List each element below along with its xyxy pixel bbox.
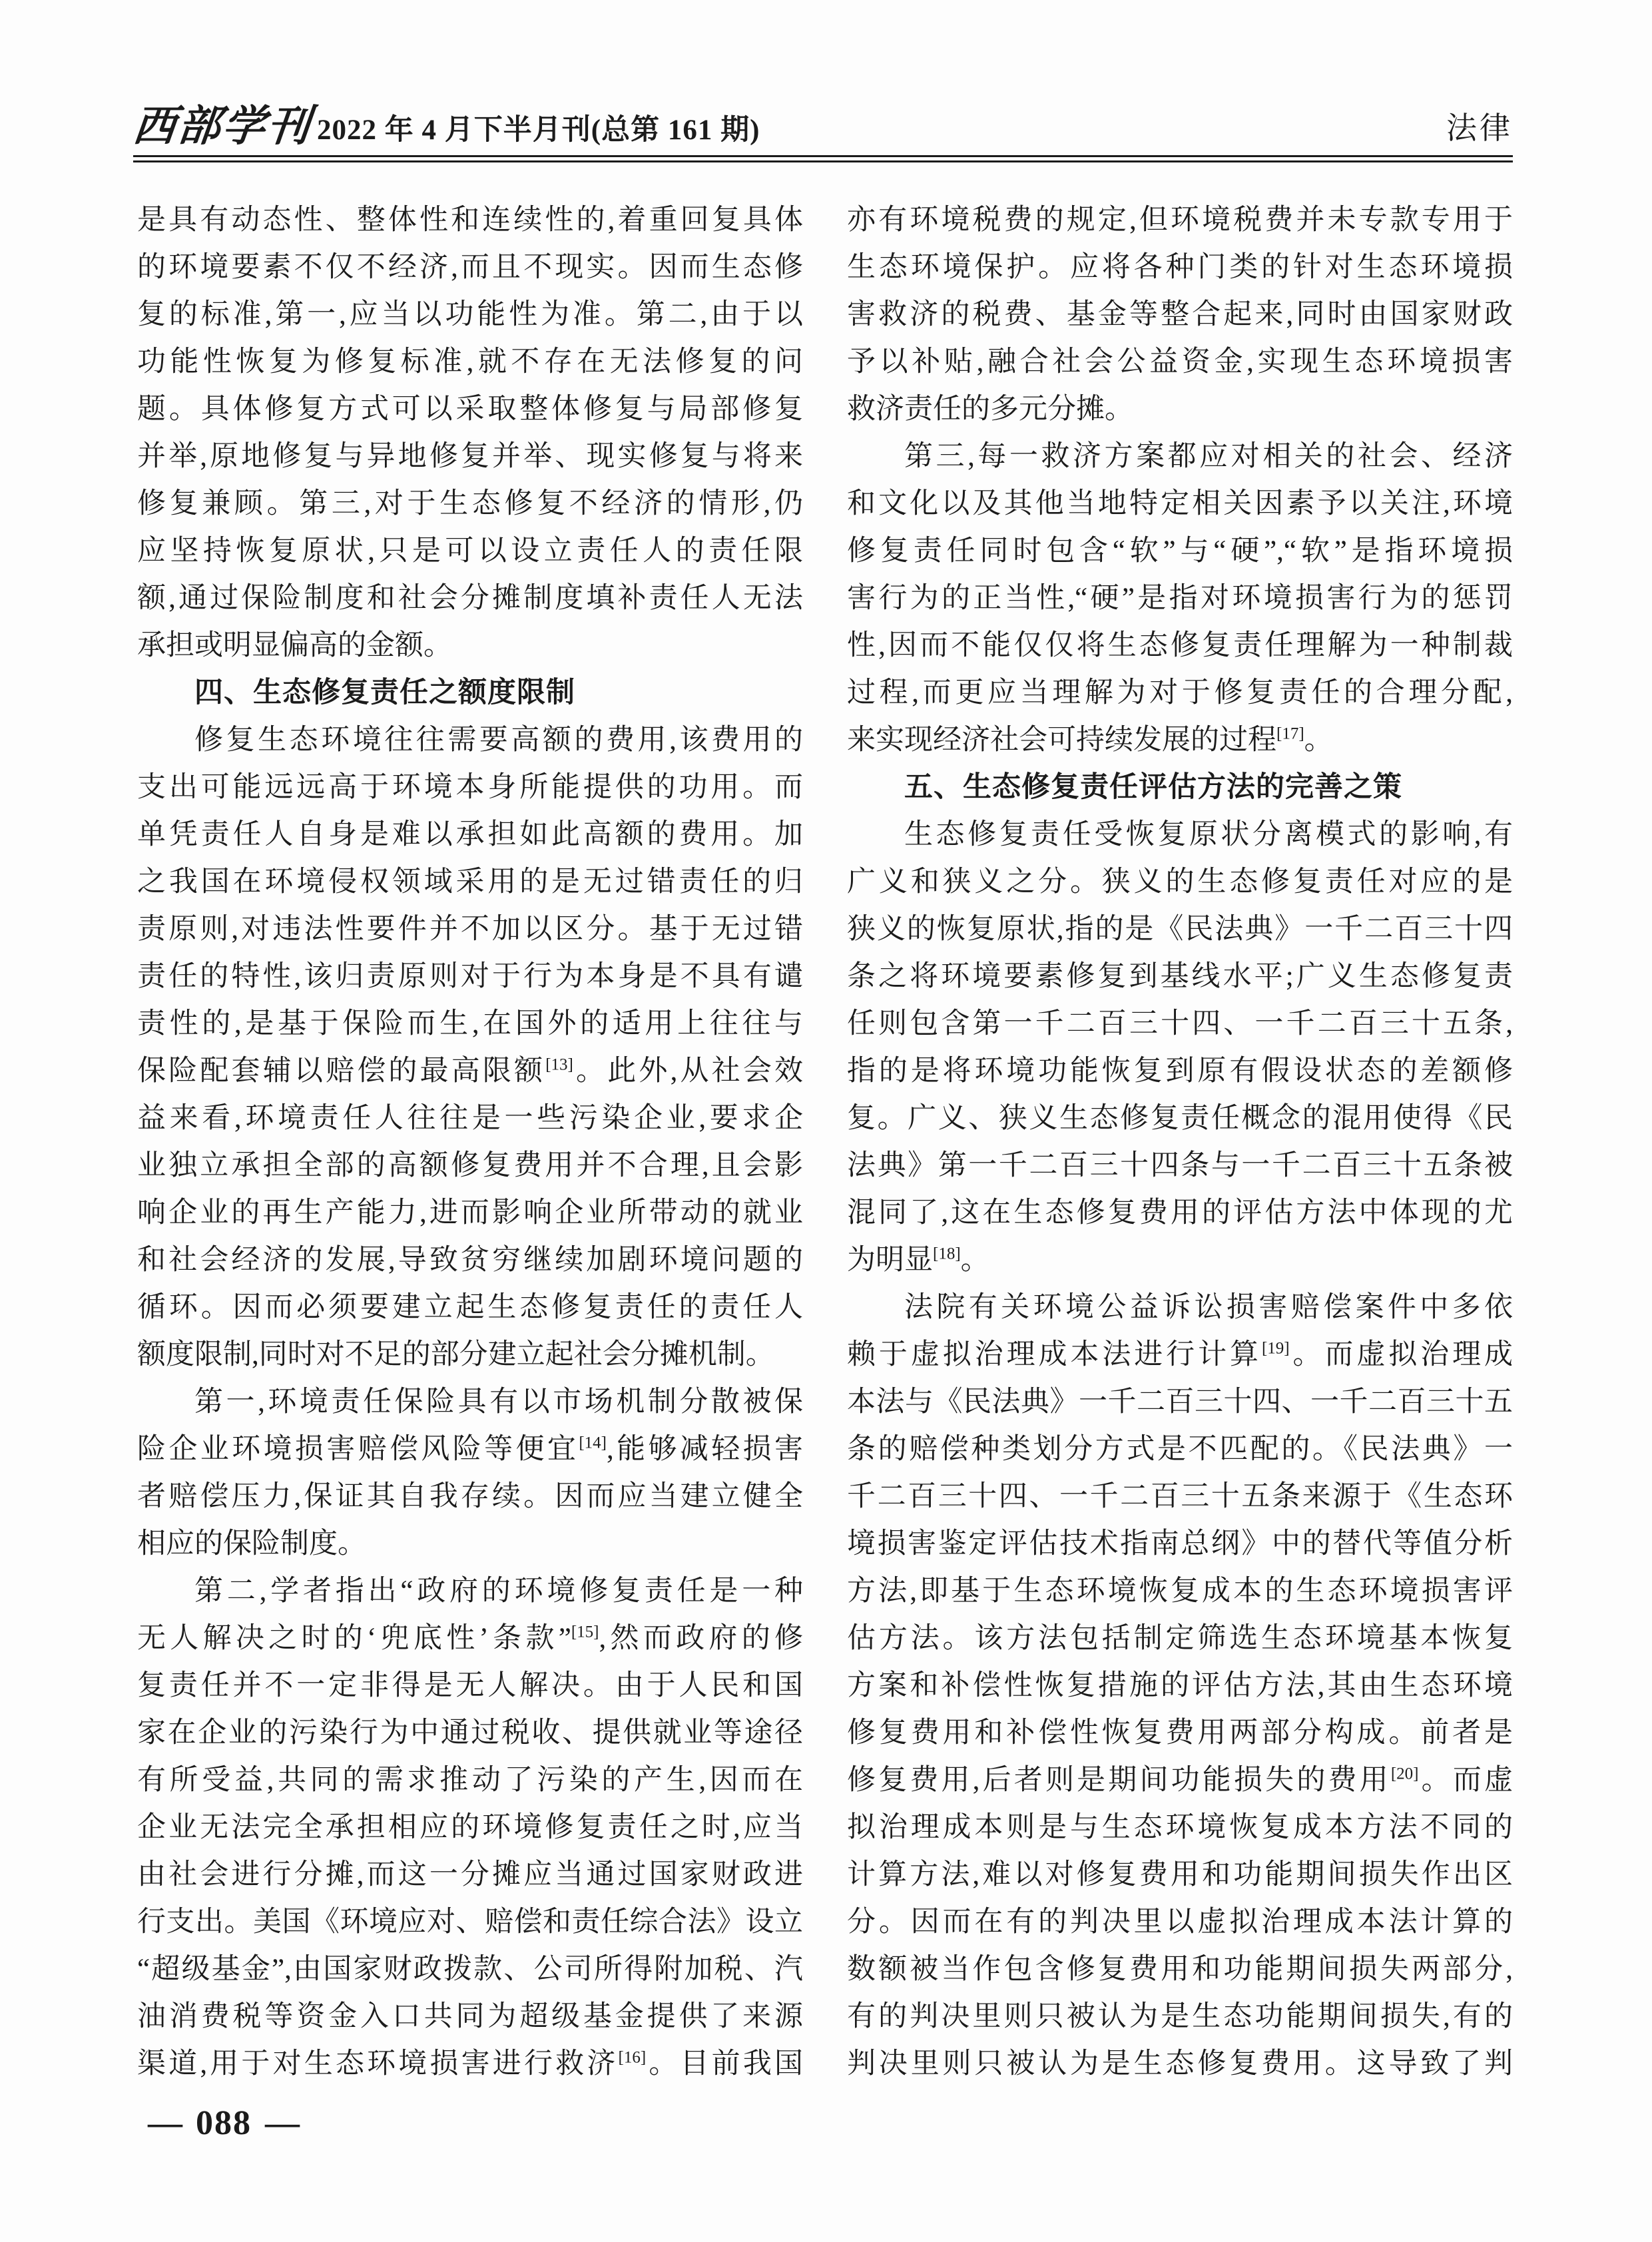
- line-text: 法院有关环境公益诉讼损害赔偿案件中多依: [904, 1292, 1513, 1323]
- line-text: 来实现经济社会可持续发展的过程: [847, 724, 1276, 756]
- text-line: [847, 1898, 1513, 1946]
- line-text: 应坚持恢复原状,只是可以设立责任人的责任限: [137, 535, 803, 567]
- line-text: 。目前我国: [646, 2048, 804, 2080]
- line-text: 五、生态修复责任评估方法的完善之策: [904, 771, 1402, 803]
- line-text: ,然而政府的修: [599, 1623, 803, 1654]
- text-line: [137, 1804, 803, 1851]
- text-line: [137, 527, 803, 575]
- text-line: [137, 906, 803, 953]
- text-line: [137, 1189, 803, 1237]
- line-text: 为明显: [847, 1245, 933, 1276]
- line-text: 额,通过保险制度和社会分摊制度填补责任人无法: [137, 583, 803, 614]
- line-text: 修复费用,后者则是期间功能损失的费用: [847, 1765, 1391, 1796]
- text-line: [847, 1804, 1513, 1851]
- section-label: 法律: [1446, 111, 1513, 145]
- text-line: [137, 1709, 803, 1757]
- line-text: 估方法。该方法包括制定筛选生态环境基本恢复: [847, 1623, 1513, 1654]
- text-line: [137, 1520, 803, 1567]
- line-text: 企业无法完全承担相应的环境修复责任之时,应当: [137, 1812, 803, 1843]
- line-text: 题。具体修复方式可以采取整体修复与局部修复: [137, 394, 803, 425]
- page-number: 088: [196, 2104, 252, 2142]
- text-line: [847, 1757, 1513, 1804]
- text-line: [847, 1993, 1513, 2040]
- line-text: 害行为的正当性,“硬”是指对环境损害行为的惩罚: [847, 583, 1513, 614]
- text-line: [137, 1000, 803, 1047]
- line-text: 修复费用和补偿性恢复费用两部分构成。前者是: [847, 1717, 1513, 1749]
- text-line: [847, 2040, 1513, 2088]
- citation-ref: [14]: [579, 1434, 607, 1452]
- line-text: 家在企业的污染行为中通过税收、提供就业等途径: [137, 1717, 803, 1749]
- page-header: [133, 105, 1513, 148]
- line-text: 单凭责任人自身是难以承担如此高额的费用。加: [137, 819, 803, 850]
- line-text: 法典》第一千二百三十四条与一千二百三十五条被: [847, 1150, 1513, 1181]
- text-line: [847, 1851, 1513, 1898]
- footer-dash-right: —: [265, 2104, 300, 2142]
- section-heading: [847, 764, 1513, 811]
- line-text: 渠道,用于对生态环境损害进行救济: [137, 2048, 619, 2080]
- line-text: 。而虚: [1418, 1765, 1514, 1796]
- line-text: 方法,即基于生态环境恢复成本的生态环境损害评: [847, 1575, 1513, 1607]
- text-line: [847, 1378, 1513, 1426]
- text-line: [137, 858, 803, 906]
- line-text: 复责任并不一定非得是无人解决。由于人民和国: [137, 1670, 803, 1701]
- text-line: [847, 858, 1513, 906]
- text-line: [847, 1567, 1513, 1615]
- issue-info: 2022 年 4 月下半月刊(总第 161 期): [317, 115, 760, 146]
- line-text: 条之将环境要素修复到基线水平;广义生态修复责: [847, 961, 1513, 992]
- line-text: 予以补贴,融合社会公益资金,实现生态环境损害: [847, 346, 1513, 378]
- line-text: 者赔偿压力,保证其自我存续。因而应当建立健全: [137, 1481, 803, 1512]
- text-line: [137, 1378, 803, 1426]
- line-text: 有的判决里则只被认为是生态功能期间损失,有的: [847, 2001, 1513, 2032]
- page-footer: [148, 2106, 300, 2141]
- text-line: [137, 1757, 803, 1804]
- line-text: 混同了,这在生态修复费用的评估方法中体现的尤: [847, 1197, 1513, 1229]
- header-rule-bottom: [133, 160, 1513, 162]
- line-text: 狭义的恢复原状,指的是《民法典》一千二百三十四: [847, 914, 1513, 945]
- text-line: [847, 1189, 1513, 1237]
- line-text: 相应的保险制度。: [137, 1528, 366, 1559]
- text-line: [847, 669, 1513, 716]
- line-text: 业独立承担全部的高额修复费用并不合理,且会影: [137, 1150, 803, 1181]
- line-text: 。此外,从社会效: [573, 1055, 804, 1087]
- text-line: [847, 433, 1513, 480]
- line-text: 判决里则只被认为是生态修复费用。这导致了判: [847, 2048, 1513, 2080]
- text-line: [847, 1237, 1513, 1284]
- text-line: [847, 1662, 1513, 1709]
- line-text: 第三,每一救济方案都应对相关的社会、经济: [904, 441, 1513, 472]
- line-text: 。: [960, 1245, 989, 1276]
- line-text: 修复生态环境往往需要高额的费用,该费用的: [194, 724, 803, 756]
- text-line: [137, 953, 803, 1000]
- line-text: 分。因而在有的判决里以虚拟治理成本法计算的: [847, 1906, 1513, 1938]
- text-line: [847, 906, 1513, 953]
- line-text: 生态环境保护。应将各种门类的针对生态环境损: [847, 252, 1513, 283]
- text-line: [847, 575, 1513, 622]
- line-text: 责任的特性,该归责原则对于行为本身是不具有谴: [137, 961, 803, 992]
- text-line: [847, 716, 1513, 764]
- text-line: [847, 1946, 1513, 1993]
- text-line: [137, 1615, 803, 1662]
- line-text: 第二,学者指出“政府的环境修复责任是一种: [194, 1575, 803, 1607]
- line-text: 亦有环境税费的规定,但环境税费并未专款专用于: [847, 204, 1513, 236]
- line-text: 救济责任的多元分摊。: [847, 394, 1133, 425]
- text-line: [137, 622, 803, 669]
- line-text: 险企业环境损害赔偿风险等便宜: [137, 1434, 579, 1465]
- line-text: 责原则,对违法性要件并不加以区分。基于无过错: [137, 914, 803, 945]
- line-text: 过程,而更应当理解为对于修复责任的合理分配,: [847, 677, 1513, 708]
- text-line: [137, 196, 803, 244]
- line-text: 本法与《民法典》一千二百三十四、一千二百三十五: [847, 1386, 1513, 1418]
- text-line: [847, 1284, 1513, 1331]
- text-line: [137, 716, 803, 764]
- text-line: [847, 1000, 1513, 1047]
- text-line: [137, 1662, 803, 1709]
- line-text: 功能性恢复为修复标准,就不存在无法修复的问: [137, 346, 803, 378]
- right-column: [847, 196, 1513, 2088]
- text-line: [137, 1993, 803, 2040]
- line-text: 修复责任同时包含“软”与“硬”,“软”是指环境损: [847, 535, 1513, 567]
- text-line: [137, 1426, 803, 1473]
- text-line: [847, 1047, 1513, 1095]
- text-line: [137, 338, 803, 386]
- citation-ref: [18]: [933, 1245, 961, 1263]
- line-text: 油消费税等资金入口共同为超级基金提供了来源: [137, 2001, 803, 2032]
- line-text: 拟治理成本则是与生态环境恢复成本方法不同的: [847, 1812, 1513, 1843]
- line-text: 行支出。美国《环境应对、赔偿和责任综合法》设立: [137, 1906, 803, 1938]
- line-text: 计算方法,难以对修复费用和功能期间损失作出区: [847, 1859, 1513, 1890]
- text-line: [137, 1851, 803, 1898]
- line-text: 额度限制,同时对不足的部分建立起社会分摊机制。: [137, 1339, 774, 1370]
- text-line: [847, 1615, 1513, 1662]
- text-line: [137, 1237, 803, 1284]
- text-line: [137, 1095, 803, 1142]
- text-line: [137, 386, 803, 433]
- text-line: [137, 1567, 803, 1615]
- line-text: 赖于虚拟治理成本法进行计算: [847, 1339, 1262, 1370]
- line-text: 的环境要素不仅不经济,而且不现实。因而生态修: [137, 252, 803, 283]
- line-text: 。: [1304, 724, 1333, 756]
- line-text: 责性的,是基于保险而生,在国外的适用上往往与: [137, 1008, 803, 1039]
- section-heading: [137, 669, 803, 716]
- line-text: 千二百三十四、一千二百三十五条来源于《生态环: [847, 1481, 1513, 1512]
- line-text: 害救济的税费、基金等整合起来,同时由国家财政: [847, 299, 1513, 330]
- line-text: 和文化以及其他当地特定相关因素予以关注,环境: [847, 488, 1513, 519]
- line-text: 保险配套辅以赔偿的最高限额: [137, 1055, 546, 1087]
- citation-ref: [15]: [571, 1623, 599, 1641]
- line-text: 支出可能远远高于环境本身所能提供的功用。而: [137, 772, 803, 803]
- text-line: [137, 1331, 803, 1378]
- text-line: [137, 811, 803, 858]
- text-line: [847, 1095, 1513, 1142]
- text-line: [137, 764, 803, 811]
- line-text: 条的赔偿种类划分方式是不匹配的。《民法典》一: [847, 1434, 1513, 1465]
- line-text: 并举,原地修复与异地修复并举、现实修复与将来: [137, 441, 803, 472]
- line-text: 复。广义、狭义生态修复责任概念的混用使得《民: [847, 1103, 1513, 1134]
- text-line: [137, 1898, 803, 1946]
- citation-ref: [19]: [1261, 1339, 1290, 1358]
- text-line: [137, 480, 803, 527]
- text-line: [137, 291, 803, 338]
- text-line: [847, 244, 1513, 291]
- line-text: “超级基金”,由国家财政拨款、公司所得附加税、汽: [137, 1954, 803, 1985]
- text-line: [137, 433, 803, 480]
- line-text: 广义和狭义之分。狭义的生态修复责任对应的是: [847, 866, 1513, 898]
- text-line: [847, 386, 1513, 433]
- text-line: [137, 1473, 803, 1520]
- line-text: 有所受益,共同的需求推动了污染的产生,因而在: [137, 1765, 803, 1796]
- line-text: 之我国在环境侵权领域采用的是无过错责任的归: [137, 866, 803, 898]
- text-line: [847, 1331, 1513, 1378]
- line-text: 数额被当作包含修复费用和功能期间损失两部分,: [847, 1954, 1513, 1985]
- text-line: [847, 196, 1513, 244]
- citation-ref: [17]: [1276, 724, 1304, 743]
- text-line: [137, 1946, 803, 1993]
- header-rule-top: [133, 155, 1513, 157]
- line-text: 修复兼顾。第三,对于生态修复不经济的情形,仍: [137, 488, 803, 519]
- line-text: 和社会经济的发展,导致贫穷继续加剧环境问题的: [137, 1245, 803, 1276]
- text-line: [847, 291, 1513, 338]
- text-line: [847, 1426, 1513, 1473]
- footer-dash-left: —: [148, 2104, 182, 2142]
- line-text: 性,因而不能仅仅将生态修复责任理解为一种制裁: [847, 630, 1513, 661]
- citation-ref: [16]: [618, 2048, 647, 2067]
- line-text: 第一,环境责任保险具有以市场机制分散被保: [194, 1386, 803, 1418]
- line-text: 复的标准,第一,应当以功能性为准。第二,由于以: [137, 299, 803, 330]
- line-text: 四、生态修复责任之额度限制: [194, 677, 575, 708]
- text-line: [847, 1142, 1513, 1189]
- text-line: [137, 2040, 803, 2088]
- text-line: [847, 622, 1513, 669]
- text-line: [847, 953, 1513, 1000]
- line-text: 益来看,环境责任人往往是一些污染企业,要求企: [137, 1103, 803, 1134]
- line-text: 承担或明显偏高的金额。: [137, 630, 452, 661]
- text-line: [847, 1520, 1513, 1567]
- text-line: [847, 480, 1513, 527]
- line-text: ,能够减轻损害: [606, 1434, 804, 1465]
- line-text: 方案和补偿性恢复措施的评估方法,其由生态环境: [847, 1670, 1513, 1701]
- line-text: 响企业的再生产能力,进而影响企业所带动的就业: [137, 1197, 803, 1229]
- text-line: [137, 575, 803, 622]
- text-line: [137, 244, 803, 291]
- line-text: 生态修复责任受恢复原状分离模式的影响,有: [904, 819, 1513, 850]
- text-line: [847, 1709, 1513, 1757]
- line-text: 任则包含第一千二百三十四、一千二百三十五条,: [847, 1008, 1513, 1039]
- text-line: [847, 338, 1513, 386]
- citation-ref: [13]: [545, 1055, 573, 1074]
- text-line: [847, 811, 1513, 858]
- journal-logo: 西部学刊: [131, 103, 314, 150]
- line-text: 由社会进行分摊,而这一分摊应当通过国家财政进: [137, 1859, 803, 1890]
- text-line: [137, 1284, 803, 1331]
- text-line: [137, 1142, 803, 1189]
- line-text: 境损害鉴定评估技术指南总纲》中的替代等值分析: [847, 1528, 1513, 1559]
- text-line: [847, 527, 1513, 575]
- citation-ref: [20]: [1390, 1765, 1419, 1783]
- line-text: 是具有动态性、整体性和连续性的,着重回复具体: [137, 204, 803, 236]
- text-line: [137, 1047, 803, 1095]
- line-text: 。而虚拟治理成: [1289, 1339, 1514, 1370]
- left-column: [137, 196, 803, 2088]
- line-text: 循环。因而必须要建立起生态修复责任的责任人: [137, 1292, 803, 1323]
- line-text: 指的是将环境功能恢复到原有假设状态的差额修: [847, 1055, 1513, 1087]
- text-line: [847, 1473, 1513, 1520]
- line-text: 无人解决之时的‘兜底性’条款”: [137, 1623, 571, 1654]
